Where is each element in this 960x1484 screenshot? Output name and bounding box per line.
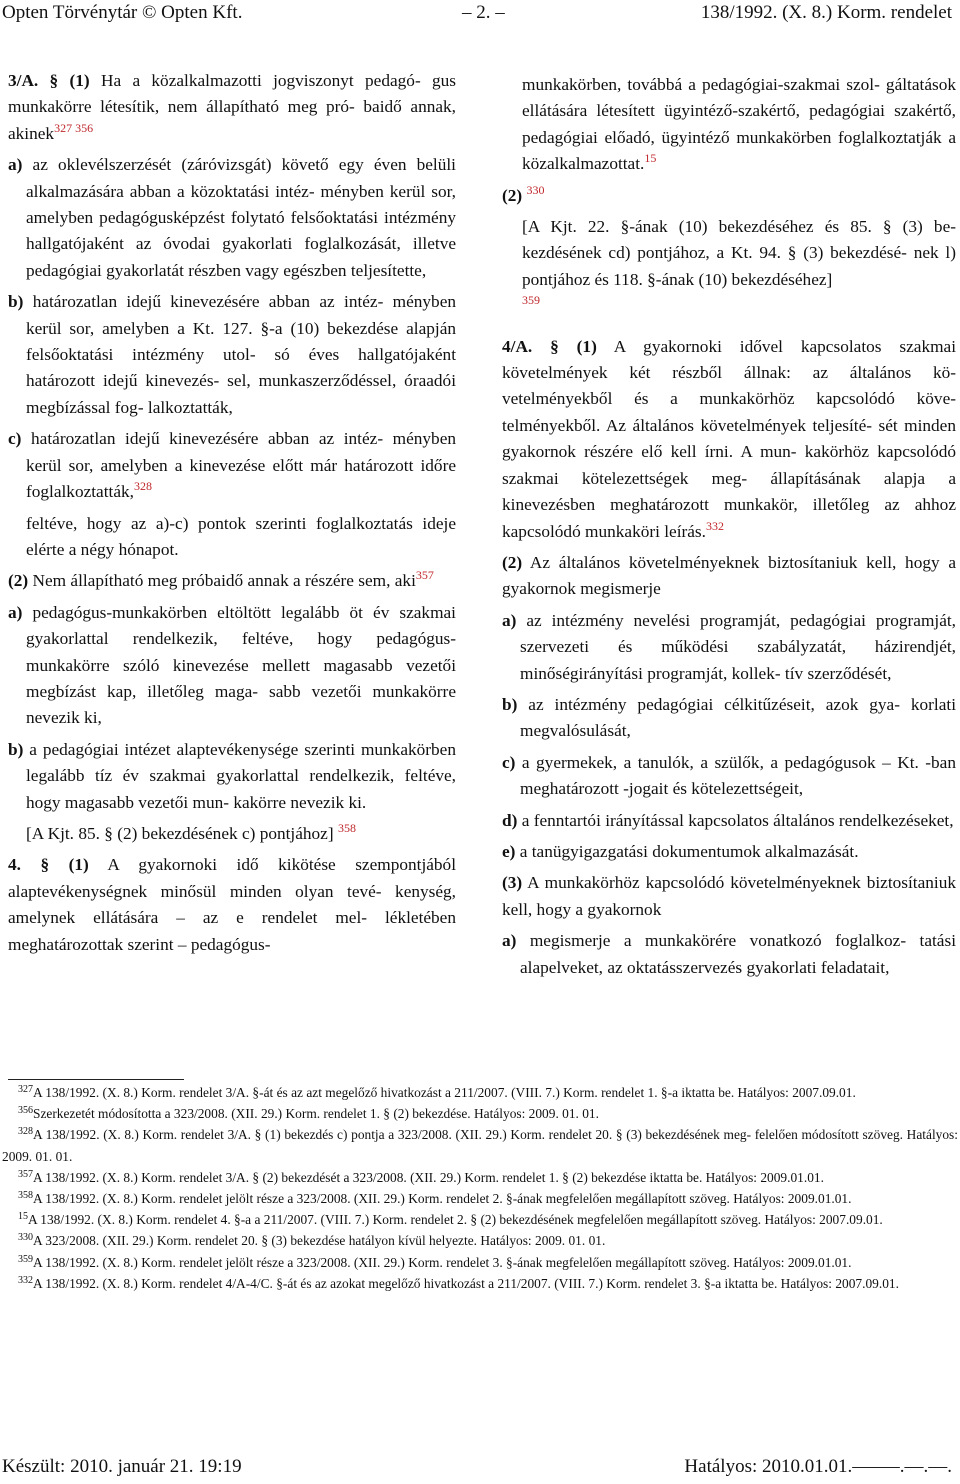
point-text: a tanügyigazgatási dokumentumok alkalmazását. [519, 841, 859, 861]
reference-text: [A Kjt. 22. §-ának (10) bekezdéséhez és 85. § (3) be- kezdésének cd) pontjához, a Kt. 94. § (3) bekezdésé- nek l) pontjához és 118. §-ának (10) bekezdéséhez] [522, 217, 956, 289]
section-4a-paragraph-3 [502, 870, 956, 923]
paragraph-number: (3) [502, 873, 523, 893]
paragraph-text: A gyakornoki idővel kapcsolatos szakmai követelmények két részből állnak: az általános kö- vetelményekből és a munkakörhöz kapcsolódó köve- telményekből. Az általános követelmények teljesíté- sét minden gyakornok részére elő kell írni. A mun- kakörhöz kapcsolódó szakmai kötelezettségek meg- állapításának alapja a kinevezésben meghatározott munkakör, illetőleg az ahhoz kapcsolódó munkaköri leírás. [502, 336, 956, 541]
footer-effective: Hatályos: 2010.01.01.–––––.––.––. [684, 1456, 952, 1477]
footnote [2, 1273, 958, 1294]
footnote [2, 1252, 958, 1273]
point-text: a gyermekek, a tanulók, a szülők, a pedagógusok – Kt. -ban meghatározott -jogait és kötelezettségeit, [520, 752, 956, 799]
paragraph-number: (2) [8, 571, 29, 591]
point-label: c) [8, 429, 22, 449]
point-text: pedagógus-munkakörben eltöltött legalább öt év szakmai gyakorlattal rendelkezik, feltéve, hogy pedagógus-munkakörre szóló kinevezése mellett magasabb vezetői megbízást kap, illetőleg maga- sabb vezetői munkakörre nevezik ki, [26, 602, 456, 728]
section-3a-paragraph-1 [8, 68, 456, 147]
footnote-text: Szerkezetét módosította a 323/2008. (XII. 29.) Korm. rendelet 1. § (2) bekezdése. Hatályos: 2009. 01. 01. [33, 1106, 599, 1122]
paragraph-number: (1) [576, 336, 597, 356]
point-text: a pedagógiai intézet alaptevékenysége szerinti munkakörben legalább tíz év szakmai gyakorlattal rendelkezik, feltéve, hogy magasabb vezetői mun- kakörre nevezik ki. [26, 739, 456, 812]
point-c [8, 426, 456, 505]
reference-text: [A Kjt. 85. § (2) bekezdésének c) pontjához] [26, 823, 334, 843]
paragraph-number: (1) [69, 71, 90, 90]
point-text: megismerje a munkakörére vonatkozó foglalkoz- tatási alapelveket, az oktatásszervezés gyakorlati feladatait, [520, 931, 956, 977]
point-b [8, 289, 456, 421]
point-d [502, 808, 956, 834]
paragraph-number: (2) [502, 185, 523, 205]
footnote-number: 359 [18, 1253, 33, 1265]
footnote-number: 330 [18, 1232, 33, 1244]
footnote [2, 1103, 958, 1124]
point-label: a) [8, 602, 23, 622]
point-label: b) [8, 739, 24, 759]
footnote-text: A 138/1992. (X. 8.) Korm. rendelet 4. §-a a 211/2007. (VIII. 7.) Korm. rendelet 2. § (2) bekezdésének megfelelően megállapított szöveg. Hatályos: 2007.09.01. [28, 1212, 883, 1228]
point-label: c) [502, 752, 516, 772]
left-column [8, 68, 456, 963]
point-label: b) [502, 694, 518, 714]
point-2a [8, 600, 456, 732]
paragraph-text: Ha a közalkalmazotti jogviszonyt pedagó- gus munkakörre létesítik, nem állapítható meg pró- baidő annak, akinek [8, 71, 457, 143]
footnote-text: A 138/1992. (X. 8.) Korm. rendelet 4/A-4/C. §-át és az azokat megelőző hivatkozást a 211/2007. (VIII. 7.) Korm. rendelet 3. §-a iktatta be. Hatályos: 2007.09.01. [33, 1275, 899, 1291]
footnotes [2, 1082, 958, 1294]
point-2b [8, 737, 456, 816]
paragraph-number: (1) [68, 855, 89, 875]
point-c [502, 750, 956, 803]
footnote-number: 332 [18, 1274, 33, 1286]
section-4-continuation [502, 72, 956, 178]
footnote-ref[interactable]: 358 [337, 820, 356, 835]
footnote-ref[interactable]: 359 [522, 293, 540, 308]
footnote [2, 1167, 958, 1188]
footnote [2, 1082, 958, 1103]
paragraph-number: (2) [502, 552, 523, 572]
footnote-ref[interactable]: 328 [133, 479, 152, 494]
paragraph-text: munkakörben, továbbá a pedagógiai-szakmai szol- gáltatások ellátására létesített ügyintéző-szakértő, pedagógiai szakértő, pedagógiai előadó, ügyintéző munkakörben foglalkoztatják a közalkalmazottat. [522, 75, 956, 174]
paragraph-text: A munkakörhöz kapcsolódó követelményeknek biztosítaniuk kell, hogy a gyakornok [502, 873, 956, 919]
footnote [2, 1209, 958, 1230]
footnote-text: A 138/1992. (X. 8.) Korm. rendelet 3/A. § (1) bekezdés c) pontja a 323/2008. (XII. 29.) Korm. rendelet 20. § (3) bekezdésének meg- felelően módosított szöveg. Hatályos: 2009. 01. 01. [2, 1127, 958, 1164]
right-column [502, 72, 956, 986]
point-text: határozatlan idejű kinevezésére abban az intéz- ményben kerül sor, amelyben a Kt. 127. §-a (10) bekezdése alapján felsőoktatási intézmény utol- só éves hallgatójaként határozott idejű kinevezés- sel, munkaszerződéssel, óraadói megbízással fog- lalkoztatták, [26, 292, 456, 417]
header-page-number: – 2. – [462, 2, 505, 23]
footnote-number: 327 [18, 1084, 33, 1095]
footnote-text: A 138/1992. (X. 8.) Korm. rendelet 3/A. §-át és az azt megelőző hivatkozást a 211/2007. (VIII. 7.) Korm. rendelet 1. §-a iktatta be. Hatályos: 2007.09.01. [33, 1085, 856, 1100]
footnote [2, 1124, 958, 1166]
footnote-number: 328 [18, 1126, 33, 1138]
point-label: a) [8, 155, 23, 175]
footnote-ref[interactable]: 332 [705, 518, 724, 533]
point-label: d) [502, 810, 518, 830]
header-publisher: Opten Törvénytár © Opten Kft. [2, 2, 243, 23]
point-text: határozatlan idejű kinevezésére abban az intéz- ményben kerül sor, amelyben a kinevezése előtt már határozott időre foglalkoztatták, [26, 429, 457, 502]
footnote-ref[interactable]: 15 [644, 151, 657, 166]
section-4-paragraph-1 [8, 852, 456, 958]
paragraph-text: A gyakornoki idő kikötése szempontjából alaptevékenységnek minősül minden olyan tevé- kenység, amelynek ellátására – az e rendelet mel- lékletében meghatározottak szerint – pedagógus- [8, 855, 456, 954]
footnote-text: A 323/2008. (XII. 29.) Korm. rendelet 20. § (3) bekezdése hatályon kívül helyezte. Hatályos: 2009. 01. 01. [33, 1233, 606, 1249]
point-text: a fenntartói irányítással kapcsolatos általános rendelkezéseket, [521, 810, 954, 830]
point-text: az intézmény pedagógiai célkitűzéseit, azok gya- korlati megvalósulását, [520, 694, 956, 741]
footnote-text: A 138/1992. (X. 8.) Korm. rendelet jelölt része a 323/2008. (XII. 29.) Korm. rendelet 2. §-ának megfelelően megállapított szöveg. Hatályos: 2009.01.01. [33, 1191, 852, 1207]
point-3a [502, 928, 956, 981]
footnote-text: A 138/1992. (X. 8.) Korm. rendelet jelölt része a 323/2008. (XII. 29.) Korm. rendelet 3. §-ának megfelelően megállapított szöveg. Hatályos: 2009.01.01. [33, 1254, 852, 1270]
point-a [502, 608, 956, 687]
section-4a-paragraph-1 [502, 334, 956, 545]
point-b [502, 692, 956, 745]
footnote-number: 15 [18, 1211, 28, 1223]
footnote [2, 1188, 958, 1209]
footnote-number: 358 [18, 1190, 33, 1202]
point-text: az intézmény nevelési programját, pedagógiai programját, szervezeti és működési szabályzatát, házirendjét, minőségirányítási programját, kollek- tív szerződését, [520, 610, 956, 683]
point-label: a) [502, 610, 517, 630]
section-label: 4. § [8, 855, 50, 875]
footnote [2, 1230, 958, 1251]
footnote-ref[interactable]: 330 [526, 182, 545, 197]
paragraph-text: Az általános követelményeknek biztosítaniuk kell, hogy a gyakornok megismerje [502, 552, 956, 599]
footnote-number: 357 [18, 1168, 33, 1180]
section-label: 4/A. § [502, 336, 559, 356]
point-label: b) [8, 292, 24, 312]
paragraph-text: Nem állapítható meg próbaidő annak a részére sem, aki [32, 571, 416, 591]
reference-note [502, 214, 956, 320]
reference-note [8, 821, 456, 847]
footnote-number: 356 [18, 1105, 33, 1117]
point-label: a) [502, 931, 517, 951]
footnote-ref[interactable]: 357 [415, 568, 434, 583]
point-e [502, 839, 956, 865]
section-4a-paragraph-2 [502, 550, 956, 603]
footnote-separator [8, 1079, 184, 1080]
section-4-paragraph-2 [502, 183, 956, 209]
point-text: az oklevélszerzését (záróvizsgát) követő egy éven belüli alkalmazására abban a közoktatási intéz- ményben kerül sor, amelyben pedagógusképzést folytató felsőoktatási intézmény hallgatójaként az óvodai gyakorlati foglalkozását, illetve pedagógiai gyakorlatát részben vagy egészben teljesítette, [26, 155, 456, 280]
header-regulation-title: 138/1992. (X. 8.) Korm. rendelet [700, 2, 952, 23]
footer-created: Készült: 2010. január 21. 19:19 [2, 1456, 242, 1477]
section-3a-paragraph-2 [8, 568, 456, 594]
point-label: e) [502, 841, 516, 861]
section-label: 3/A. § [8, 71, 59, 90]
point-a [8, 152, 456, 284]
footnote-text: A 138/1992. (X. 8.) Korm. rendelet 3/A. § (2) bekezdését a 323/2008. (XII. 29.) Korm. rendelet 1. § (2) bekezdése iktatta be. Hatályos: 2009.01.01. [33, 1169, 824, 1185]
condition-text: feltéve, hogy az a)-c) pontok szerinti foglalkoztatás ideje elérte a négy hónapot. [26, 513, 456, 559]
footnote-ref[interactable]: 327 356 [54, 120, 94, 135]
